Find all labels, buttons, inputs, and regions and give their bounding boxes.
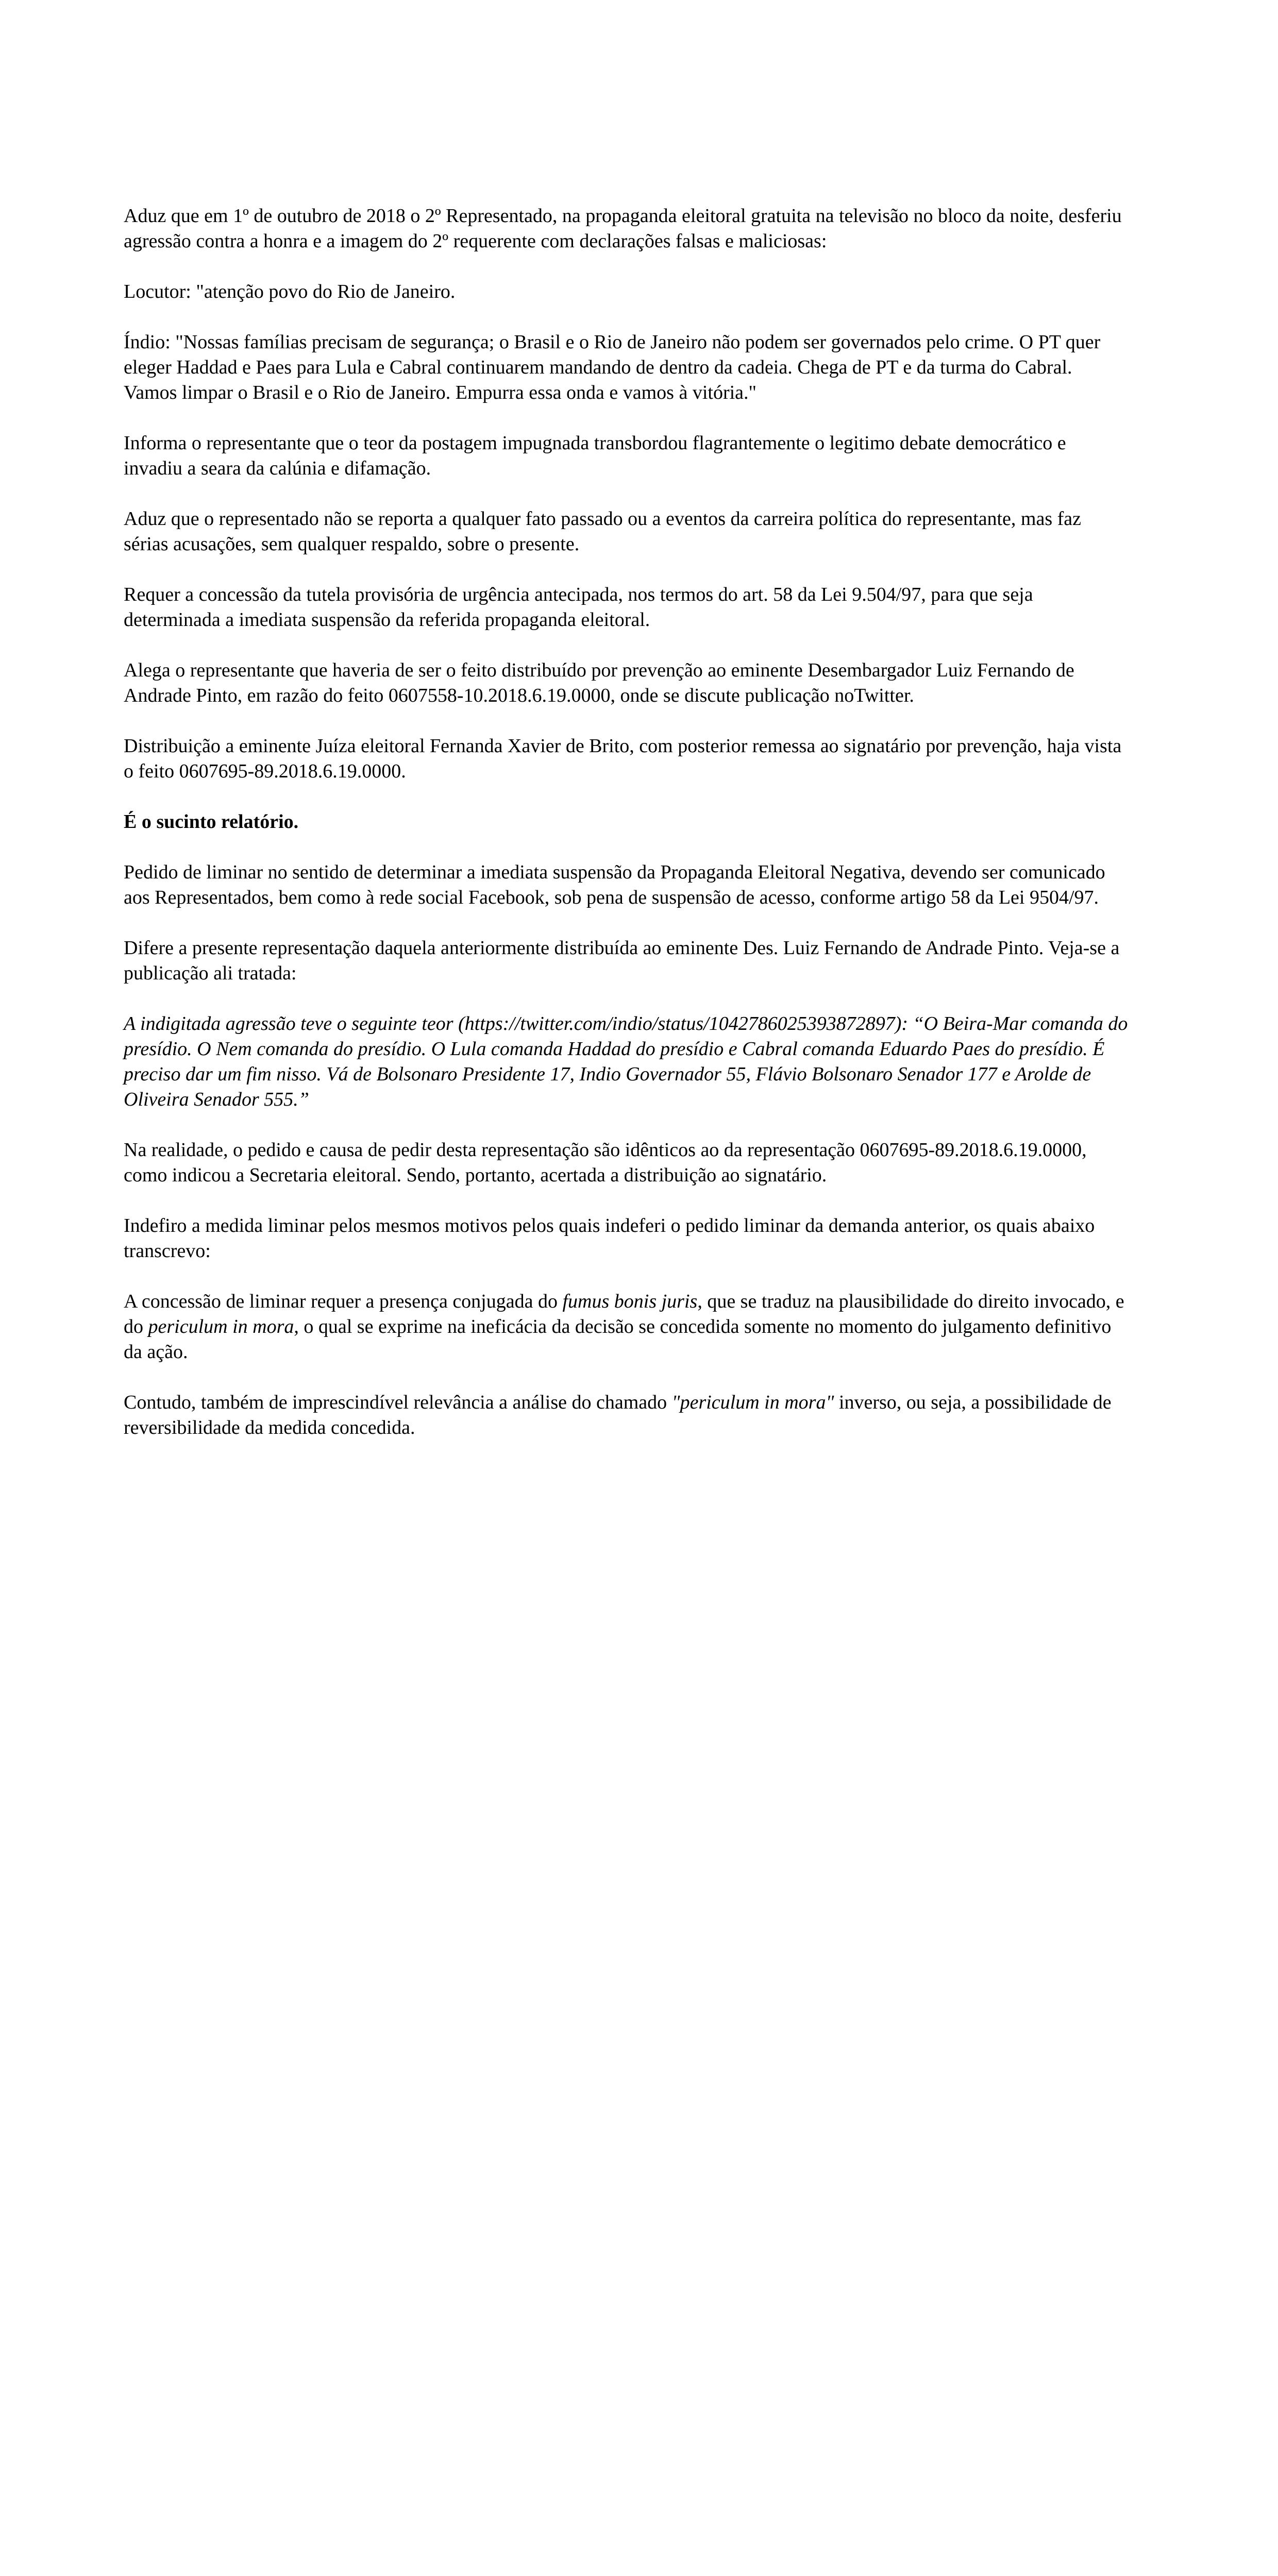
paragraph: Difere a presente representação daquela anteriormente distribuída ao eminente Des. Luiz Fernando de Andrade Pinto. Veja-se a publicação ali tratada:	[124, 937, 1120, 984]
document-body	[124, 204, 1129, 1466]
text-run: Contudo, também de imprescindível relevância a análise do chamado	[124, 1392, 672, 1413]
paragraph: Aduz que o representado não se reporta a qualquer fato passado ou a eventos da carreira política do representante, mas faz sérias acusações, sem qualquer respaldo, sobre o presente.	[124, 508, 1082, 555]
paragraph: Alega o representante que haveria de ser o feito distribuído por prevenção ao eminente Desembargador Luiz Fernando de Andrade Pinto, em razão do feito 0607558-10.2018.6.19.0000, onde se discute publicação noTwitter.	[124, 659, 1074, 706]
italic-term: periculum in mora	[148, 1316, 294, 1337]
paragraph	[124, 1390, 1129, 1440]
paragraph: Pedido de liminar no sentido de determinar a imediata suspensão da Propaganda Eleitoral Negativa, devendo ser comunicado aos Representados, bem como à rede social Facebook, sob pena de suspensão de acesso, conforme artigo 58 da Lei 9504/97.	[124, 861, 1105, 908]
paragraph: É o sucinto relatório.	[124, 811, 299, 833]
italic-term: "periculum in mora"	[671, 1392, 834, 1413]
paragraph: Na realidade, o pedido e causa de pedir desta representação são idênticos ao da representação 0607695-89.2018.6.19.0000, como indicou a Secretaria eleitoral. Sendo, portanto, acertada a distribuição ao signatário.	[124, 1139, 1087, 1186]
text-run: inverso, ou seja, a possibilidade de reversibilidade da medida concedida.	[124, 1392, 1112, 1438]
paragraph: Requer a concessão da tutela provisória de urgência antecipada, nos termos do art. 58 da Lei 9.504/97, para que seja determinada a imediata suspensão da referida propaganda eleitoral.	[124, 584, 1033, 631]
paragraph: Aduz que em 1º de outubro de 2018 o 2º Representado, na propaganda eleitoral gratuita na televisão no bloco da noite, desferiu agressão contra a honra e a imagem do 2º requerente com declarações falsas e maliciosas:	[124, 205, 1122, 252]
paragraph: Informa o representante que o teor da postagem impugnada transbordou flagrantemente o legitimo debate democrático e invadiu a seara da calúnia e difamação.	[124, 432, 1066, 479]
paragraph: Indefiro a medida liminar pelos mesmos motivos pelos quais indeferi o pedido liminar da demanda anterior, os quais abaixo transcrevo:	[124, 1215, 1095, 1262]
text-run: A concessão de liminar requer a presença conjugada do	[124, 1291, 563, 1312]
paragraph: Índio: "Nossas famílias precisam de segurança; o Brasil e o Rio de Janeiro não podem ser governados pelo crime. O PT quer eleger Haddad e Paes para Lula e Cabral continuarem mandando de dentro da cadeia. Chega de PT e da turma do Cabral. Vamos limpar o Brasil e o Rio de Janeiro. Empurra essa onda e vamos à vitória."	[124, 331, 1101, 403]
paragraph: Distribuição a eminente Juíza eleitoral Fernanda Xavier de Brito, com posterior remessa ao signatário por prevenção, haja vista o feito 0607695-89.2018.6.19.0000.	[124, 735, 1122, 782]
paragraph: Locutor: "atenção povo do Rio de Janeiro.	[124, 281, 456, 302]
text-run: , que se traduz na plausibilidade do direito invocado, e do	[124, 1291, 1124, 1337]
paragraph: A indigitada agressão teve o seguinte teor (https://twitter.com/indio/status/1042786025393872897): “O Beira-Mar comanda do presídio. O Nem comanda do presídio. O Lula comanda Haddad do presídio e Cabral comanda Eduardo Paes do presídio. É preciso dar um fim nisso. Vá de Bolsonaro Presidente 17, Indio Governador 55, Flávio Bolsonaro Senador 177 e Arolde de Oliveira Senador 555.”	[124, 1013, 1128, 1110]
document-footer	[0, 1716, 1278, 1808]
paragraph	[124, 1289, 1129, 1365]
text-run: , o qual se exprime na ineficácia da decisão se concedida somente no momento do julgamento definitivo da ação.	[124, 1316, 1112, 1363]
italic-term: fumus bonis juris	[562, 1291, 698, 1312]
